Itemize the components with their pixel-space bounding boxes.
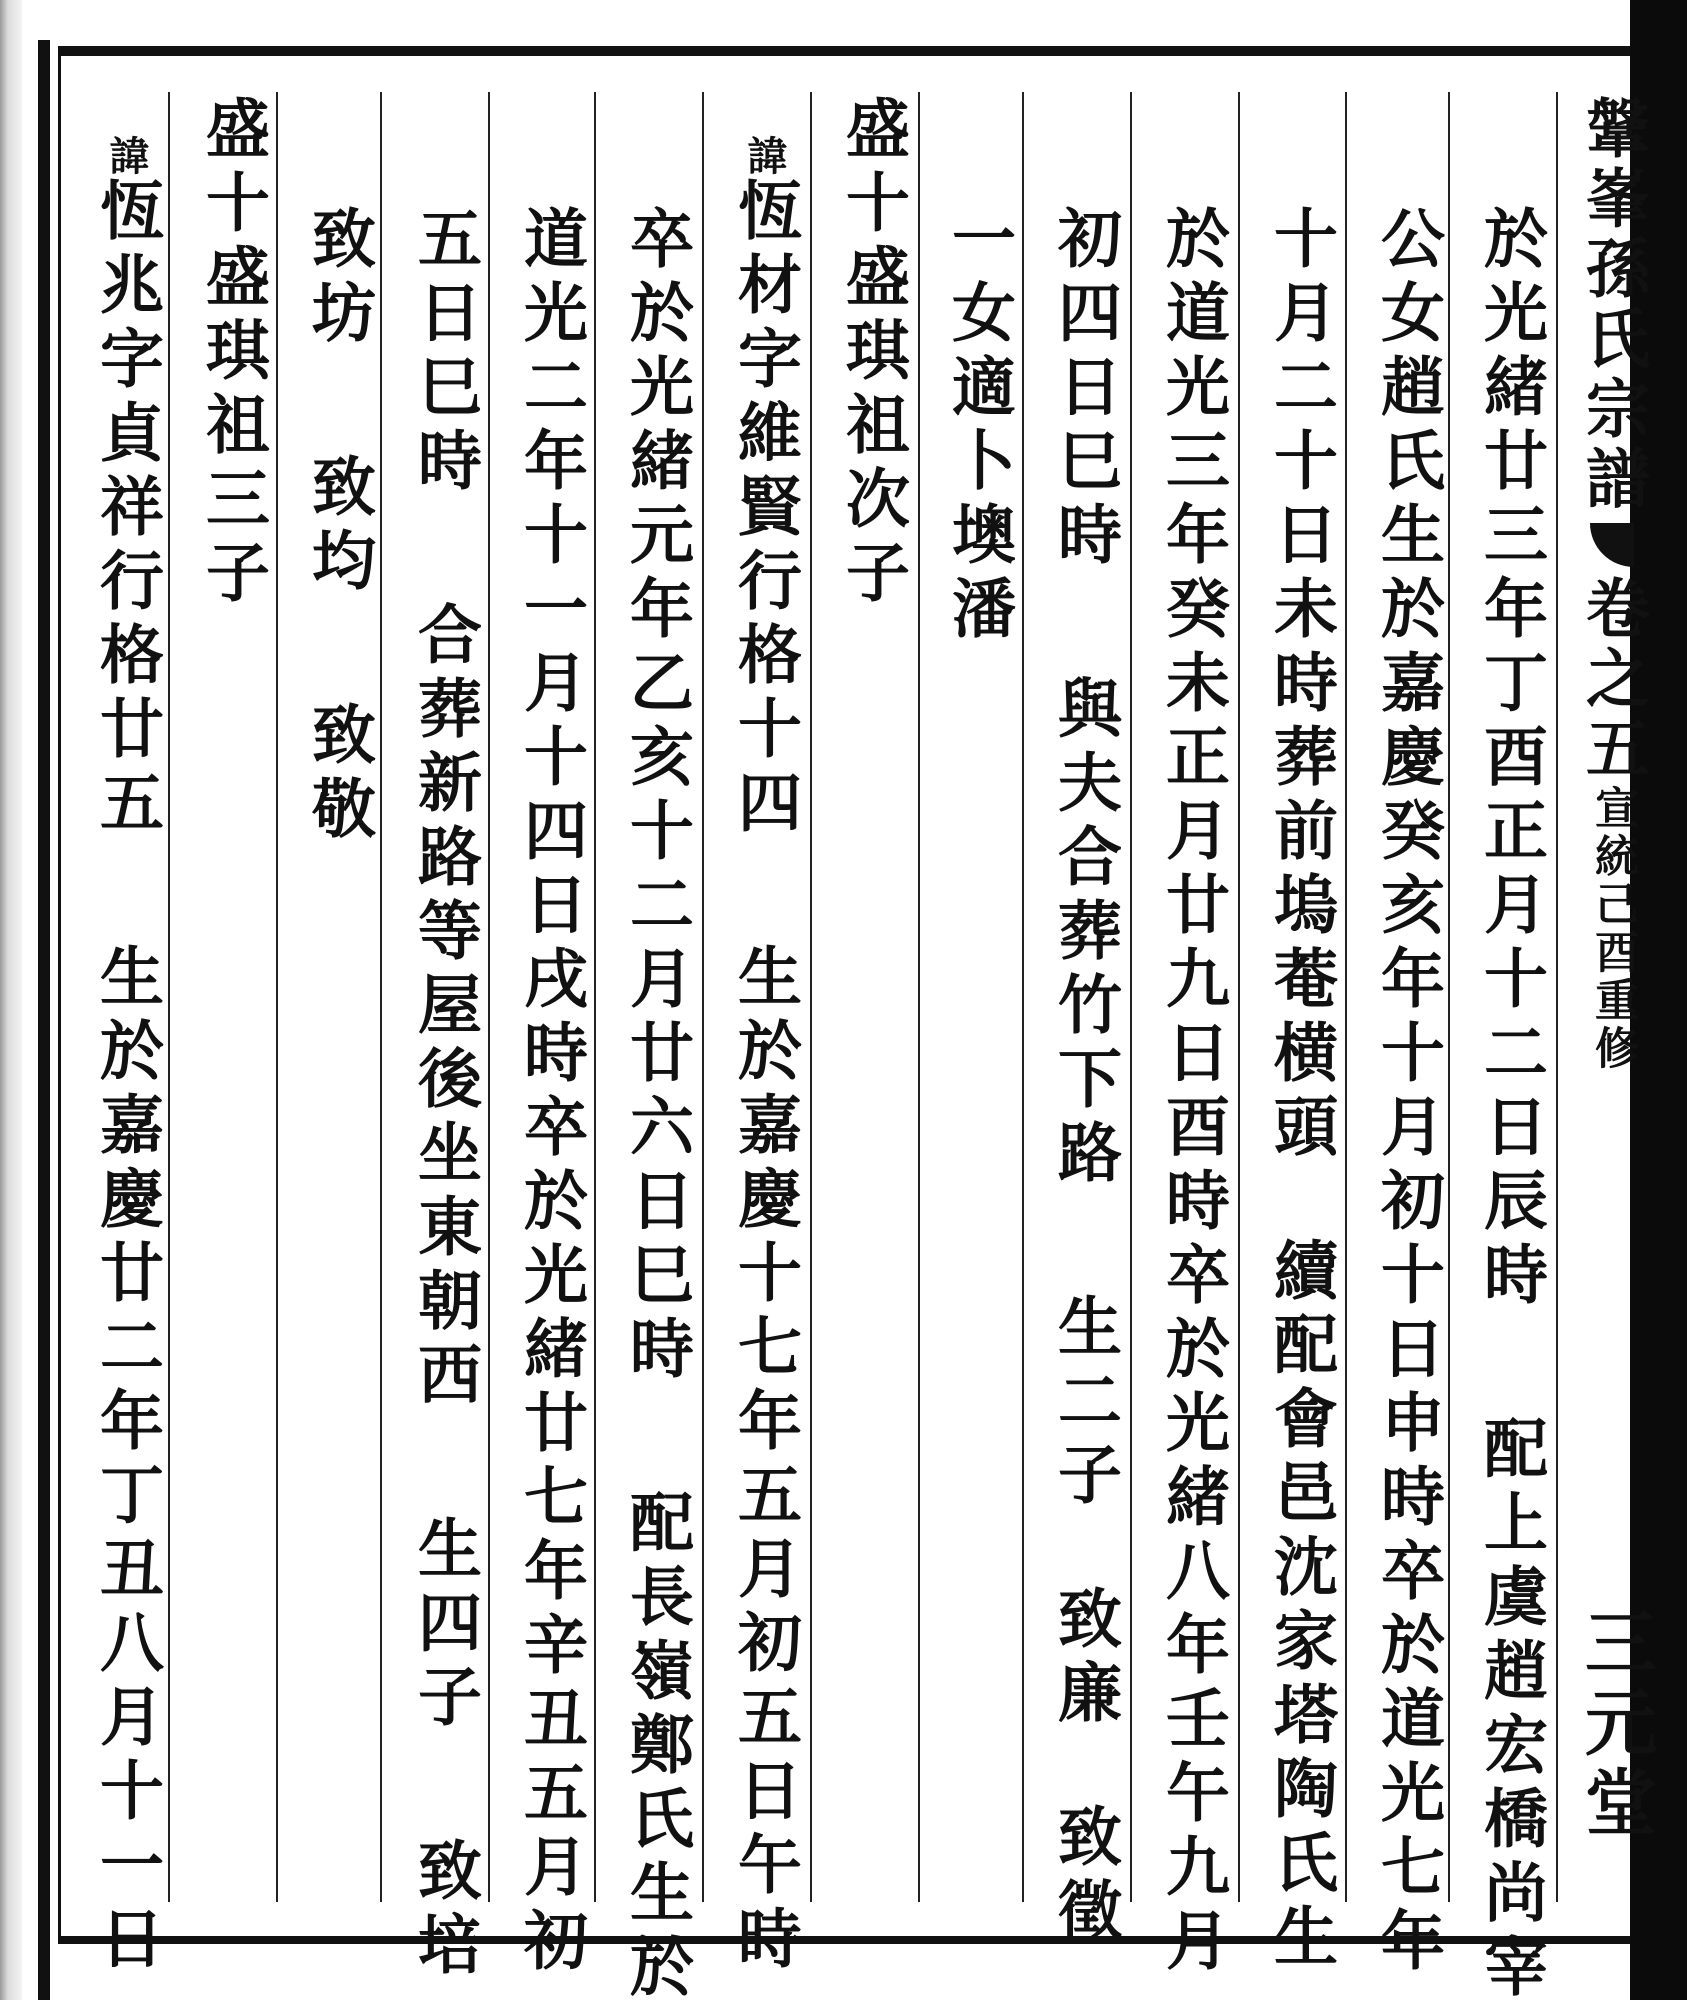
- column-text: 致坊: [301, 205, 376, 353]
- column-text: 一女適卜墺潘: [941, 205, 1016, 649]
- text-column-5: [1032, 205, 1136, 2005]
- column-text: 致均: [301, 453, 376, 601]
- facing-page-edge: [0, 0, 22, 2000]
- text-column-14: [74, 135, 178, 1979]
- text-column-13: [180, 95, 284, 1895]
- text-column-9: [604, 205, 708, 2005]
- column-text: 續配會邑沈家塔陶氏生: [1263, 1237, 1338, 1977]
- column-text: 十月二十日未時葬前塢菴横頭: [1263, 205, 1338, 1167]
- text-column-12: [286, 205, 390, 2005]
- binding-edge-line: [38, 40, 50, 2000]
- column-text: 生二子: [1047, 1293, 1122, 1515]
- column-text: 致敬: [301, 701, 376, 849]
- column-text: 於道光三年癸未正月廿九日酉時卒於光緒八年壬午九月: [1155, 205, 1230, 1981]
- text-column-8: [712, 135, 816, 1979]
- text-column-2: [1355, 205, 1459, 2005]
- column-text: 諱: [103, 135, 150, 177]
- column-text: 公女趙氏生於嘉慶癸亥年十月初十日申時卒於道光七年: [1370, 205, 1445, 1981]
- title-separator-mark: [1590, 523, 1634, 567]
- column-text: 盛十盛琪祖次子: [835, 95, 910, 613]
- book-title: 鞶峯孫氏宗譜: [1575, 95, 1650, 515]
- column-text: 五日巳時: [407, 205, 482, 501]
- column-text: 致培: [407, 1837, 482, 1985]
- text-column-6: [926, 205, 1030, 2005]
- column-text: 生四子: [407, 1515, 482, 1737]
- column-text: 於光緒廿三年丁酉正月十二日辰時: [1473, 205, 1548, 1315]
- column-text: 配長嶺鄭氏生於: [619, 1489, 694, 2007]
- publisher-hall-name: 三元堂: [1573, 1605, 1658, 1845]
- column-text: 致徵: [1047, 1803, 1122, 1951]
- column-text: 恆材字維賢行格十四: [727, 177, 802, 843]
- volume-number: 卷之五: [1575, 575, 1650, 785]
- text-column-3: [1248, 205, 1352, 2005]
- column-text: 配上虞趙宏橋尚宰: [1473, 1415, 1548, 2007]
- text-column-11: [392, 205, 496, 2005]
- column-text: 盛十盛琪祖三子: [195, 95, 270, 613]
- column-text: 與夫合葬竹下路: [1047, 675, 1122, 1193]
- column-text: 道光二年十一月十四日戌時卒於光緒廿七年辛丑五月初: [513, 205, 588, 1981]
- column-text: 生於嘉慶十七年五月初五日午時: [727, 943, 802, 1979]
- column-text: 諱: [741, 135, 788, 177]
- text-column-10: [498, 205, 602, 2005]
- text-column-7: [820, 95, 924, 1895]
- column-text: 合葬新路等屋後坐東朝西: [407, 601, 482, 1415]
- column-text: 卒於光緒元年乙亥十二月廿六日巳時: [619, 205, 694, 1389]
- edition-note: 宣統己酉重修: [1587, 785, 1638, 1073]
- text-column-1: [1458, 205, 1562, 2005]
- text-column-4: [1140, 205, 1244, 2005]
- column-text: 初四日巳時: [1047, 205, 1122, 575]
- column-text: 致廉: [1047, 1585, 1122, 1733]
- column-text: 恆兆字貞祥行格廿五: [89, 177, 164, 843]
- column-text: 生於嘉慶廿二年丁丑八月十一日: [89, 943, 164, 1979]
